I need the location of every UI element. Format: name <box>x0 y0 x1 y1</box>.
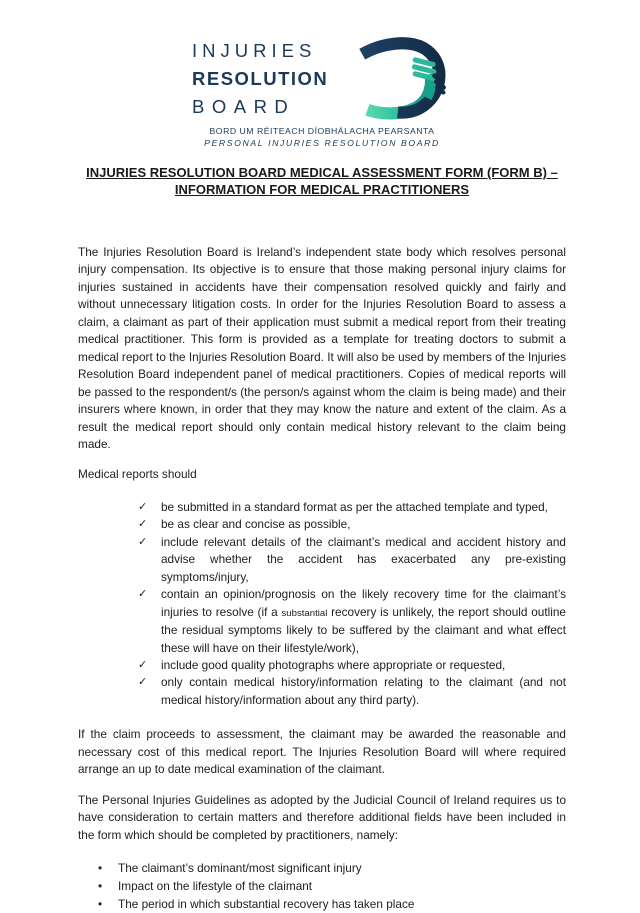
checkmark-icon: ✓ <box>138 658 148 671</box>
list-item-text <box>161 586 566 657</box>
list-item-text-small: substantial <box>281 607 328 619</box>
list-item-text: be as clear and concise as possible, <box>161 517 351 532</box>
bullet-icon: • <box>98 861 103 876</box>
list-item <box>138 586 566 657</box>
logo-wordmark-line2: RESOLUTION <box>192 67 329 89</box>
logo-irish-name: BORD UM RÉITEACH DÍOBHÁLACHA PEARSANTA <box>209 126 435 136</box>
handshake-logo-icon <box>356 36 450 121</box>
logo-english-name: PERSONAL INJURIES RESOLUTION BOARD <box>204 138 440 148</box>
page-title-line2: INFORMATION FOR MEDICAL PRACTITIONERS <box>174 182 470 197</box>
bullet-icon: • <box>98 879 103 894</box>
list-item-text-pre: contain an opinion/prognosis on the likely recovery time for the claimant’s injuries to resolve (if a <box>161 587 566 619</box>
bullet-icon: • <box>98 897 103 912</box>
page-title-line1: INJURIES RESOLUTION BOARD MEDICAL ASSESSMENT FORM (FORM B) – <box>86 165 558 180</box>
logo-wordmark <box>192 37 356 121</box>
assessment-cost-paragraph: If the claim proceeds to assessment, the claimant may be awarded the reasonable and necessary cost of this medical report. The Injuries Resolution Board will where required arrange an up to date medical examination of the claimant. <box>78 727 566 777</box>
page-title <box>78 164 566 198</box>
list-item-text: include good quality photographs where appropriate or requested, <box>161 657 506 672</box>
personal-injuries-guidelines-paragraph: The Personal Injuries Guidelines as adopted by the Judicial Council of Ireland requires us to have consideration to certain matters and therefore additional fields have been included in the form which should be completed by practitioners, namely: <box>78 792 566 842</box>
logo-wordmark-line3: BOARD <box>192 95 296 117</box>
list-item-text: Impact on the lifestyle of the claimant <box>118 879 313 894</box>
logo-top-row <box>192 36 452 121</box>
intro-paragraph: The Injuries Resolution Board is Ireland’s independent state body which resolves personal injury compensation. Its objective is to ensure that those making personal injury claims for injuries sustained in accidents have their compensation resolved quickly and fairly and without unnecessary litigation costs. In order for the Injuries Resolution Board to assess a claim, a claimant as part of their application must submit a medical report from their treating medical practitioner. This form is provided as a template for treating doctors to submit a medical report to the Injuries Resolution Board. It will also be used by members of the Injuries Resolution Board independent panel of medical practitioners. Copies of medical reports will be passed to the respondent/s (the person/s against whom the claim is being made) and their insurers where known, in order that they may know the nature and extent of the claim. As a result the medical report should only contain medical history relevant to the claim being made. <box>78 245 566 451</box>
checkmark-icon: ✓ <box>138 535 148 548</box>
list-item <box>138 657 566 674</box>
list-item <box>138 674 566 709</box>
list-item-text-post: recovery is unlikely, the report should outline the residual symptoms likely to be suffered by the claimant and what effect these will have on their lifestyle/work), <box>161 604 566 655</box>
medical-report-requirements-list <box>138 499 566 709</box>
list-item <box>138 534 566 586</box>
checkmark-icon: ✓ <box>138 500 148 513</box>
list-item <box>98 877 566 895</box>
list-item <box>98 859 566 877</box>
checkmark-icon: ✓ <box>138 676 148 689</box>
list-item <box>138 516 566 533</box>
list-item-text: The claimant’s dominant/most significant injury <box>118 861 362 876</box>
logo-wordmark-line1: INJURIES <box>192 39 317 61</box>
logo-subtitles <box>192 126 452 148</box>
medical-reports-should-lead-in: Medical reports should <box>78 467 197 482</box>
injuries-resolution-board-logo <box>192 36 452 148</box>
list-item-text: be submitted in a standard format as per the attached template and typed, <box>161 499 548 514</box>
list-item <box>98 895 566 913</box>
list-item <box>138 499 566 516</box>
checkmark-icon: ✓ <box>138 518 148 531</box>
list-item-text: only contain medical history/information relating to the claimant (and not medical history/information about any third party). <box>161 675 566 707</box>
list-item-text: include relevant details of the claimant’s medical and accident history and advise whether the accident has exacerbated any pre-existing symptoms/injury, <box>161 534 566 584</box>
list-item-text: The period in which substantial recovery has taken place <box>118 897 415 912</box>
checkmark-icon: ✓ <box>138 588 148 601</box>
